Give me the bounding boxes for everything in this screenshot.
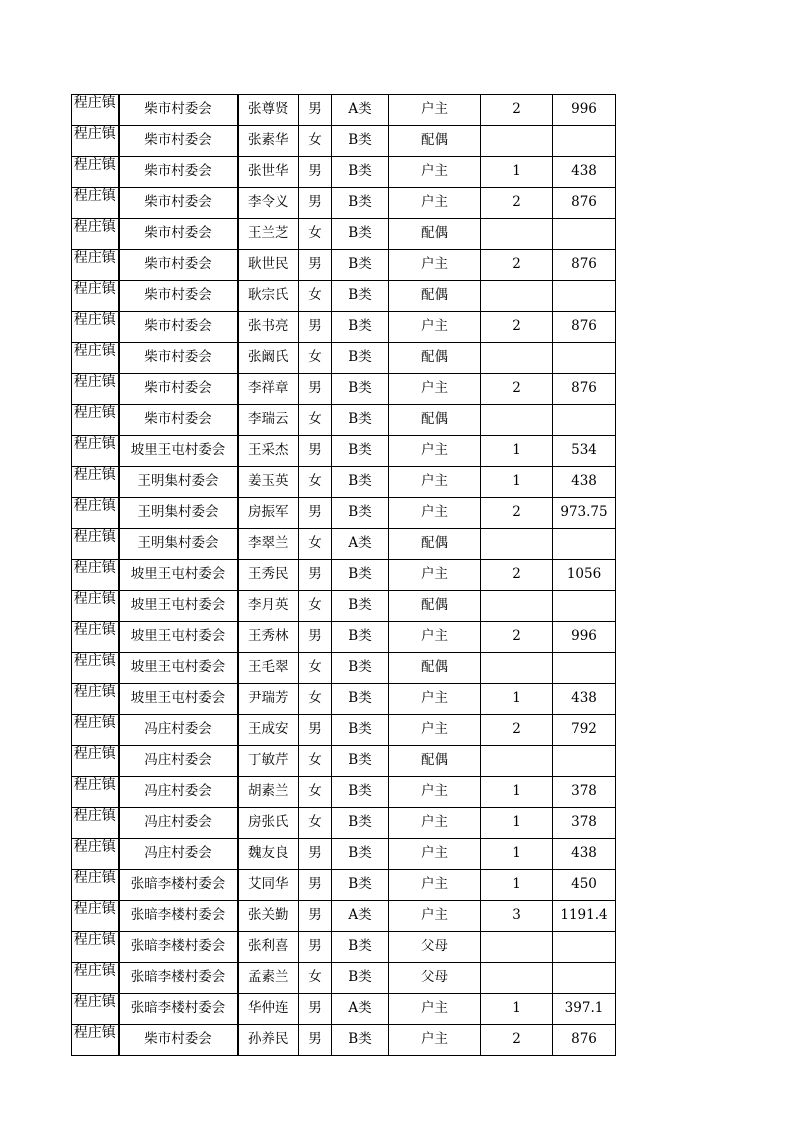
cell-household-size xyxy=(481,932,553,963)
cell-household-size: 2 xyxy=(481,312,553,343)
cell-gender: 女 xyxy=(299,405,332,436)
cell-gender: 男 xyxy=(299,374,332,405)
cell-gender: 女 xyxy=(299,963,332,994)
cell-relation: 配偶 xyxy=(389,405,481,436)
cell-name: 张素华 xyxy=(238,126,299,157)
cell-amount: 996 xyxy=(553,95,616,126)
cell-category: B类 xyxy=(332,684,389,715)
cell-relation: 户主 xyxy=(389,777,481,808)
table-row xyxy=(72,188,616,219)
cell-amount xyxy=(553,746,616,777)
table-row xyxy=(72,467,616,498)
table-row xyxy=(72,219,616,250)
cell-name: 华仲连 xyxy=(238,994,299,1025)
cell-village: 坡里王屯村委会 xyxy=(119,591,238,622)
cell-relation: 户主 xyxy=(389,188,481,219)
cell-village: 柴市村委会 xyxy=(119,312,238,343)
cell-village: 柴市村委会 xyxy=(119,188,238,219)
cell-village: 柴市村委会 xyxy=(119,1025,238,1056)
cell-name: 房张氏 xyxy=(238,808,299,839)
cell-relation: 户主 xyxy=(389,560,481,591)
cell-gender: 女 xyxy=(299,653,332,684)
table-row xyxy=(72,777,616,808)
table-row xyxy=(72,95,616,126)
cell-category: B类 xyxy=(332,653,389,684)
cell-town: 程庄镇 xyxy=(72,622,119,653)
cell-town: 程庄镇 xyxy=(72,467,119,498)
cell-amount xyxy=(553,963,616,994)
cell-gender: 男 xyxy=(299,95,332,126)
cell-name: 李祥章 xyxy=(238,374,299,405)
cell-name: 尹瑞芳 xyxy=(238,684,299,715)
cell-amount xyxy=(553,653,616,684)
cell-amount: 876 xyxy=(553,374,616,405)
cell-category: A类 xyxy=(332,95,389,126)
cell-amount: 534 xyxy=(553,436,616,467)
cell-town: 程庄镇 xyxy=(72,312,119,343)
table-row xyxy=(72,436,616,467)
cell-town: 程庄镇 xyxy=(72,808,119,839)
cell-town: 程庄镇 xyxy=(72,343,119,374)
table-row xyxy=(72,746,616,777)
cell-village: 张暗李楼村委会 xyxy=(119,870,238,901)
cell-village: 冯庄村委会 xyxy=(119,746,238,777)
cell-town: 程庄镇 xyxy=(72,777,119,808)
cell-category: B类 xyxy=(332,219,389,250)
cell-gender: 男 xyxy=(299,1025,332,1056)
table-row xyxy=(72,963,616,994)
cell-relation: 户主 xyxy=(389,467,481,498)
cell-gender: 男 xyxy=(299,250,332,281)
cell-gender: 男 xyxy=(299,436,332,467)
cell-household-size: 2 xyxy=(481,560,553,591)
table-row xyxy=(72,157,616,188)
cell-amount xyxy=(553,529,616,560)
cell-amount: 438 xyxy=(553,684,616,715)
cell-amount xyxy=(553,343,616,374)
cell-relation: 户主 xyxy=(389,808,481,839)
cell-category: A类 xyxy=(332,994,389,1025)
cell-gender: 女 xyxy=(299,343,332,374)
table-row xyxy=(72,839,616,870)
cell-category: B类 xyxy=(332,467,389,498)
cell-relation: 户主 xyxy=(389,498,481,529)
cell-village: 柴市村委会 xyxy=(119,250,238,281)
cell-gender: 男 xyxy=(299,839,332,870)
cell-category: A类 xyxy=(332,901,389,932)
cell-household-size: 1 xyxy=(481,777,553,808)
cell-town: 程庄镇 xyxy=(72,994,119,1025)
table-row xyxy=(72,901,616,932)
cell-gender: 男 xyxy=(299,560,332,591)
cell-amount: 876 xyxy=(553,1025,616,1056)
cell-village: 柴市村委会 xyxy=(119,405,238,436)
cell-amount xyxy=(553,126,616,157)
cell-household-size: 1 xyxy=(481,157,553,188)
cell-relation: 户主 xyxy=(389,374,481,405)
cell-category: B类 xyxy=(332,932,389,963)
cell-household-size xyxy=(481,746,553,777)
cell-name: 张世华 xyxy=(238,157,299,188)
cell-gender: 男 xyxy=(299,157,332,188)
table-row xyxy=(72,405,616,436)
cell-amount: 876 xyxy=(553,188,616,219)
cell-household-size: 2 xyxy=(481,95,553,126)
cell-name: 张书亮 xyxy=(238,312,299,343)
cell-relation: 配偶 xyxy=(389,281,481,312)
cell-town: 程庄镇 xyxy=(72,405,119,436)
cell-village: 柴市村委会 xyxy=(119,219,238,250)
cell-name: 姜玉英 xyxy=(238,467,299,498)
cell-name: 王成安 xyxy=(238,715,299,746)
table-row xyxy=(72,870,616,901)
allowance-table xyxy=(71,94,616,1056)
cell-town: 程庄镇 xyxy=(72,932,119,963)
cell-household-size: 3 xyxy=(481,901,553,932)
cell-household-size: 1 xyxy=(481,870,553,901)
cell-gender: 男 xyxy=(299,870,332,901)
cell-household-size xyxy=(481,126,553,157)
cell-name: 张利喜 xyxy=(238,932,299,963)
cell-village: 张暗李楼村委会 xyxy=(119,901,238,932)
cell-gender: 女 xyxy=(299,684,332,715)
cell-village: 王明集村委会 xyxy=(119,498,238,529)
cell-amount: 876 xyxy=(553,250,616,281)
cell-name: 房振军 xyxy=(238,498,299,529)
table-row xyxy=(72,994,616,1025)
cell-town: 程庄镇 xyxy=(72,715,119,746)
cell-name: 王毛翠 xyxy=(238,653,299,684)
cell-category: B类 xyxy=(332,250,389,281)
cell-name: 王兰芝 xyxy=(238,219,299,250)
cell-town: 程庄镇 xyxy=(72,95,119,126)
cell-amount: 973.75 xyxy=(553,498,616,529)
cell-village: 坡里王屯村委会 xyxy=(119,436,238,467)
cell-town: 程庄镇 xyxy=(72,963,119,994)
cell-gender: 女 xyxy=(299,746,332,777)
cell-gender: 女 xyxy=(299,529,332,560)
cell-amount xyxy=(553,281,616,312)
cell-village: 柴市村委会 xyxy=(119,95,238,126)
table-row xyxy=(72,250,616,281)
cell-relation: 户主 xyxy=(389,901,481,932)
table-row xyxy=(72,932,616,963)
cell-category: B类 xyxy=(332,343,389,374)
cell-amount: 1056 xyxy=(553,560,616,591)
cell-name: 耿世民 xyxy=(238,250,299,281)
cell-name: 张阚氏 xyxy=(238,343,299,374)
cell-category: B类 xyxy=(332,622,389,653)
cell-village: 张暗李楼村委会 xyxy=(119,932,238,963)
cell-category: B类 xyxy=(332,870,389,901)
cell-town: 程庄镇 xyxy=(72,157,119,188)
cell-village: 冯庄村委会 xyxy=(119,777,238,808)
cell-town: 程庄镇 xyxy=(72,188,119,219)
cell-category: B类 xyxy=(332,405,389,436)
cell-name: 丁敏芹 xyxy=(238,746,299,777)
cell-household-size xyxy=(481,529,553,560)
cell-household-size: 2 xyxy=(481,250,553,281)
table-row xyxy=(72,343,616,374)
cell-gender: 男 xyxy=(299,932,332,963)
cell-name: 李令义 xyxy=(238,188,299,219)
cell-name: 李翠兰 xyxy=(238,529,299,560)
cell-household-size: 2 xyxy=(481,622,553,653)
cell-relation: 户主 xyxy=(389,684,481,715)
cell-relation: 配偶 xyxy=(389,219,481,250)
cell-village: 柴市村委会 xyxy=(119,343,238,374)
cell-village: 张暗李楼村委会 xyxy=(119,963,238,994)
table-row xyxy=(72,715,616,746)
cell-relation: 配偶 xyxy=(389,343,481,374)
table-row xyxy=(72,560,616,591)
cell-gender: 女 xyxy=(299,777,332,808)
table-row xyxy=(72,591,616,622)
cell-household-size: 2 xyxy=(481,1025,553,1056)
cell-amount: 397.1 xyxy=(553,994,616,1025)
cell-village: 柴市村委会 xyxy=(119,281,238,312)
cell-town: 程庄镇 xyxy=(72,684,119,715)
cell-relation: 户主 xyxy=(389,436,481,467)
cell-name: 王秀民 xyxy=(238,560,299,591)
cell-gender: 男 xyxy=(299,188,332,219)
cell-town: 程庄镇 xyxy=(72,901,119,932)
cell-relation: 配偶 xyxy=(389,653,481,684)
cell-gender: 女 xyxy=(299,281,332,312)
cell-town: 程庄镇 xyxy=(72,250,119,281)
cell-name: 魏友良 xyxy=(238,839,299,870)
table-row xyxy=(72,281,616,312)
cell-category: B类 xyxy=(332,560,389,591)
cell-amount xyxy=(553,591,616,622)
cell-name: 孟素兰 xyxy=(238,963,299,994)
cell-name: 王秀林 xyxy=(238,622,299,653)
cell-relation: 户主 xyxy=(389,994,481,1025)
table-row xyxy=(72,1025,616,1056)
cell-relation: 户主 xyxy=(389,1025,481,1056)
table-row xyxy=(72,374,616,405)
cell-town: 程庄镇 xyxy=(72,281,119,312)
table-body xyxy=(72,95,616,1056)
cell-town: 程庄镇 xyxy=(72,746,119,777)
cell-household-size: 1 xyxy=(481,684,553,715)
cell-category: B类 xyxy=(332,157,389,188)
cell-town: 程庄镇 xyxy=(72,498,119,529)
cell-town: 程庄镇 xyxy=(72,653,119,684)
cell-gender: 女 xyxy=(299,591,332,622)
cell-village: 柴市村委会 xyxy=(119,126,238,157)
cell-name: 艾同华 xyxy=(238,870,299,901)
table-row xyxy=(72,529,616,560)
cell-gender: 男 xyxy=(299,498,332,529)
cell-household-size: 1 xyxy=(481,467,553,498)
cell-amount: 792 xyxy=(553,715,616,746)
cell-household-size: 2 xyxy=(481,498,553,529)
cell-gender: 男 xyxy=(299,715,332,746)
cell-household-size: 1 xyxy=(481,994,553,1025)
cell-household-size xyxy=(481,591,553,622)
cell-village: 冯庄村委会 xyxy=(119,839,238,870)
cell-amount xyxy=(553,405,616,436)
cell-town: 程庄镇 xyxy=(72,126,119,157)
cell-village: 王明集村委会 xyxy=(119,529,238,560)
cell-household-size xyxy=(481,219,553,250)
cell-category: B类 xyxy=(332,715,389,746)
cell-gender: 男 xyxy=(299,312,332,343)
cell-gender: 女 xyxy=(299,467,332,498)
cell-household-size: 2 xyxy=(481,188,553,219)
cell-gender: 女 xyxy=(299,808,332,839)
cell-amount: 996 xyxy=(553,622,616,653)
cell-household-size: 2 xyxy=(481,374,553,405)
cell-household-size xyxy=(481,343,553,374)
cell-amount: 876 xyxy=(553,312,616,343)
cell-category: B类 xyxy=(332,808,389,839)
cell-household-size: 1 xyxy=(481,808,553,839)
cell-village: 冯庄村委会 xyxy=(119,808,238,839)
cell-village: 坡里王屯村委会 xyxy=(119,684,238,715)
cell-town: 程庄镇 xyxy=(72,591,119,622)
cell-name: 王采杰 xyxy=(238,436,299,467)
cell-relation: 户主 xyxy=(389,870,481,901)
cell-relation: 户主 xyxy=(389,715,481,746)
cell-amount: 1191.4 xyxy=(553,901,616,932)
cell-relation: 户主 xyxy=(389,157,481,188)
cell-amount xyxy=(553,932,616,963)
cell-household-size: 1 xyxy=(481,839,553,870)
table-row xyxy=(72,653,616,684)
cell-name: 张关勤 xyxy=(238,901,299,932)
cell-town: 程庄镇 xyxy=(72,374,119,405)
cell-category: B类 xyxy=(332,777,389,808)
cell-relation: 配偶 xyxy=(389,529,481,560)
cell-household-size xyxy=(481,405,553,436)
cell-town: 程庄镇 xyxy=(72,560,119,591)
cell-amount: 438 xyxy=(553,157,616,188)
cell-gender: 女 xyxy=(299,219,332,250)
cell-village: 坡里王屯村委会 xyxy=(119,653,238,684)
cell-amount: 378 xyxy=(553,808,616,839)
cell-name: 李月英 xyxy=(238,591,299,622)
cell-relation: 户主 xyxy=(389,312,481,343)
cell-name: 李瑞云 xyxy=(238,405,299,436)
cell-name: 胡素兰 xyxy=(238,777,299,808)
cell-town: 程庄镇 xyxy=(72,436,119,467)
table-row xyxy=(72,808,616,839)
cell-town: 程庄镇 xyxy=(72,1025,119,1056)
cell-village: 王明集村委会 xyxy=(119,467,238,498)
cell-village: 柴市村委会 xyxy=(119,374,238,405)
cell-category: B类 xyxy=(332,126,389,157)
cell-category: B类 xyxy=(332,188,389,219)
cell-village: 坡里王屯村委会 xyxy=(119,560,238,591)
cell-relation: 配偶 xyxy=(389,746,481,777)
cell-category: B类 xyxy=(332,963,389,994)
cell-category: B类 xyxy=(332,1025,389,1056)
cell-name: 张尊贤 xyxy=(238,95,299,126)
cell-gender: 男 xyxy=(299,622,332,653)
cell-village: 张暗李楼村委会 xyxy=(119,994,238,1025)
cell-relation: 户主 xyxy=(389,250,481,281)
cell-amount: 450 xyxy=(553,870,616,901)
cell-amount: 378 xyxy=(553,777,616,808)
cell-gender: 男 xyxy=(299,901,332,932)
table-row xyxy=(72,126,616,157)
cell-household-size: 2 xyxy=(481,715,553,746)
cell-household-size xyxy=(481,281,553,312)
cell-relation: 户主 xyxy=(389,622,481,653)
cell-village: 柴市村委会 xyxy=(119,157,238,188)
cell-amount: 438 xyxy=(553,467,616,498)
cell-relation: 户主 xyxy=(389,95,481,126)
cell-village: 坡里王屯村委会 xyxy=(119,622,238,653)
cell-household-size: 1 xyxy=(481,436,553,467)
cell-village: 冯庄村委会 xyxy=(119,715,238,746)
cell-amount xyxy=(553,219,616,250)
cell-category: A类 xyxy=(332,529,389,560)
table-row xyxy=(72,498,616,529)
table-row xyxy=(72,622,616,653)
cell-category: B类 xyxy=(332,374,389,405)
cell-relation: 配偶 xyxy=(389,126,481,157)
cell-gender: 女 xyxy=(299,126,332,157)
cell-gender: 男 xyxy=(299,994,332,1025)
cell-category: B类 xyxy=(332,281,389,312)
cell-household-size xyxy=(481,653,553,684)
cell-category: B类 xyxy=(332,498,389,529)
cell-category: B类 xyxy=(332,746,389,777)
cell-town: 程庄镇 xyxy=(72,219,119,250)
cell-name: 孙养民 xyxy=(238,1025,299,1056)
cell-town: 程庄镇 xyxy=(72,529,119,560)
table-row xyxy=(72,312,616,343)
cell-relation: 父母 xyxy=(389,932,481,963)
cell-category: B类 xyxy=(332,436,389,467)
cell-name: 耿宗氏 xyxy=(238,281,299,312)
table-row xyxy=(72,684,616,715)
cell-town: 程庄镇 xyxy=(72,870,119,901)
cell-town: 程庄镇 xyxy=(72,839,119,870)
cell-relation: 父母 xyxy=(389,963,481,994)
cell-relation: 配偶 xyxy=(389,591,481,622)
cell-amount: 438 xyxy=(553,839,616,870)
cell-category: B类 xyxy=(332,839,389,870)
cell-category: B类 xyxy=(332,591,389,622)
cell-category: B类 xyxy=(332,312,389,343)
cell-household-size xyxy=(481,963,553,994)
cell-relation: 户主 xyxy=(389,839,481,870)
